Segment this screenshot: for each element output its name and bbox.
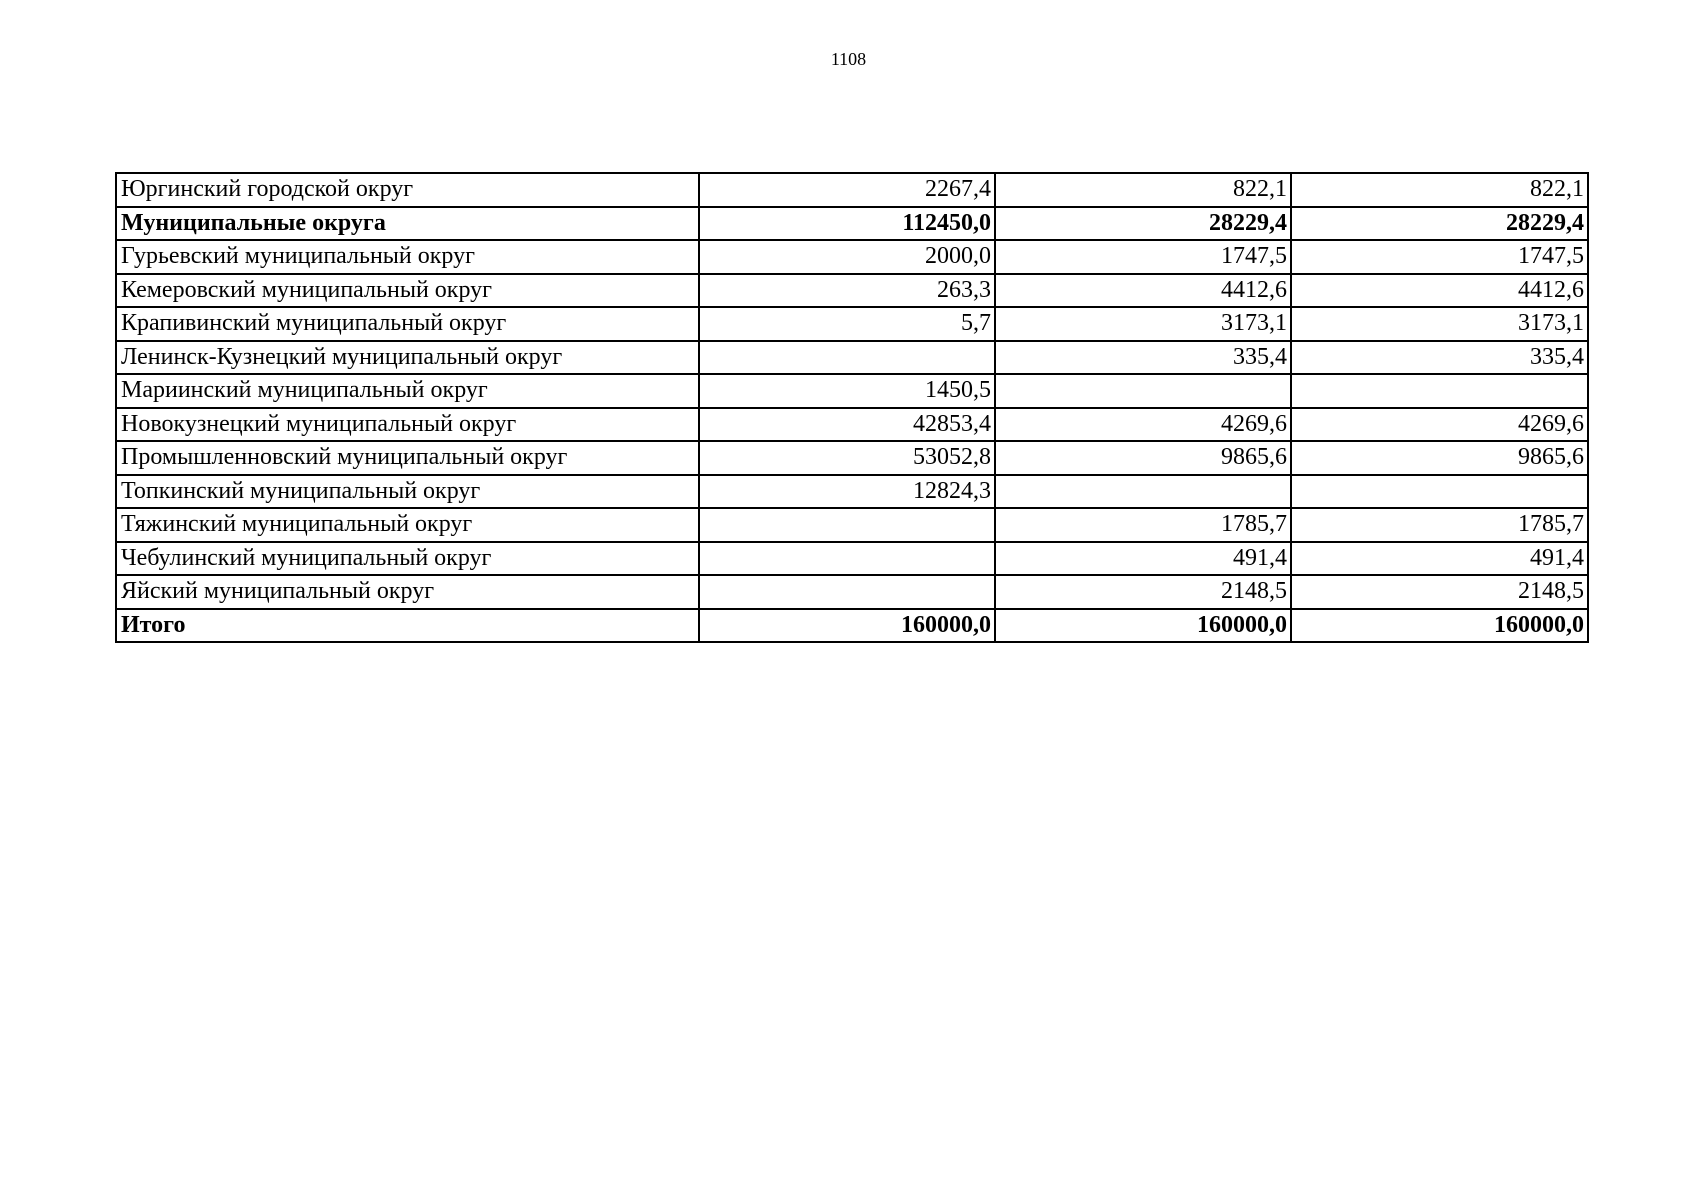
table-row	[116, 341, 1588, 375]
cell-value-col1	[699, 575, 995, 609]
cell-territory-name: Новокузнецкий муниципальный округ	[116, 408, 699, 442]
cell-value-col2	[995, 475, 1291, 509]
cell-territory-name: Яйский муниципальный округ	[116, 575, 699, 609]
table-body	[116, 173, 1588, 642]
cell-value-col2: 491,4	[995, 542, 1291, 576]
cell-value-col2: 9865,6	[995, 441, 1291, 475]
cell-value-col3: 4412,6	[1291, 274, 1588, 308]
cell-value-col1: 112450,0	[699, 207, 995, 241]
cell-value-col3: 335,4	[1291, 341, 1588, 375]
cell-value-col2: 822,1	[995, 173, 1291, 207]
cell-value-col2	[995, 374, 1291, 408]
cell-value-col3: 1747,5	[1291, 240, 1588, 274]
cell-value-col1: 263,3	[699, 274, 995, 308]
cell-value-col3: 9865,6	[1291, 441, 1588, 475]
cell-territory-name: Кемеровский муниципальный округ	[116, 274, 699, 308]
cell-value-col3: 4269,6	[1291, 408, 1588, 442]
cell-value-col3	[1291, 374, 1588, 408]
cell-value-col1: 160000,0	[699, 609, 995, 643]
cell-value-col3: 2148,5	[1291, 575, 1588, 609]
cell-value-col2: 160000,0	[995, 609, 1291, 643]
cell-territory-name: Ленинск-Кузнецкий муниципальный округ	[116, 341, 699, 375]
table-row	[116, 508, 1588, 542]
cell-territory-name: Тяжинский муниципальный округ	[116, 508, 699, 542]
cell-value-col3: 28229,4	[1291, 207, 1588, 241]
cell-value-col1: 2000,0	[699, 240, 995, 274]
cell-value-col2: 335,4	[995, 341, 1291, 375]
cell-value-col1: 5,7	[699, 307, 995, 341]
cell-territory-name: Юргинский городской округ	[116, 173, 699, 207]
cell-territory-name: Гурьевский муниципальный округ	[116, 240, 699, 274]
cell-value-col1: 12824,3	[699, 475, 995, 509]
budget-distribution-table	[115, 172, 1589, 643]
cell-value-col1	[699, 341, 995, 375]
cell-value-col3: 1785,7	[1291, 508, 1588, 542]
cell-value-col2: 4412,6	[995, 274, 1291, 308]
page-number: 1108	[830, 49, 867, 69]
table-row-subtotal	[116, 609, 1588, 643]
cell-value-col3: 491,4	[1291, 542, 1588, 576]
cell-value-col3: 160000,0	[1291, 609, 1588, 643]
table-row	[116, 374, 1588, 408]
cell-value-col3: 3173,1	[1291, 307, 1588, 341]
cell-value-col2: 4269,6	[995, 408, 1291, 442]
cell-value-col3: 822,1	[1291, 173, 1588, 207]
table-row	[116, 441, 1588, 475]
budget-table-container	[115, 172, 1589, 643]
table-row	[116, 240, 1588, 274]
cell-value-col1	[699, 508, 995, 542]
cell-value-col3	[1291, 475, 1588, 509]
cell-value-col1: 1450,5	[699, 374, 995, 408]
cell-territory-name: Муниципальные округа	[116, 207, 699, 241]
cell-territory-name: Чебулинский муниципальный округ	[116, 542, 699, 576]
cell-territory-name: Топкинский муниципальный округ	[116, 475, 699, 509]
cell-territory-name: Промышленновский муниципальный округ	[116, 441, 699, 475]
cell-value-col2: 28229,4	[995, 207, 1291, 241]
cell-territory-name: Итого	[116, 609, 699, 643]
table-row	[116, 307, 1588, 341]
cell-value-col2: 3173,1	[995, 307, 1291, 341]
table-row	[116, 408, 1588, 442]
cell-value-col2: 1747,5	[995, 240, 1291, 274]
table-row	[116, 542, 1588, 576]
cell-value-col1: 42853,4	[699, 408, 995, 442]
cell-value-col1: 2267,4	[699, 173, 995, 207]
table-row	[116, 173, 1588, 207]
cell-value-col1: 53052,8	[699, 441, 995, 475]
table-row	[116, 575, 1588, 609]
cell-territory-name: Крапивинский муниципальный округ	[116, 307, 699, 341]
cell-value-col2: 1785,7	[995, 508, 1291, 542]
table-row	[116, 274, 1588, 308]
cell-territory-name: Мариинский муниципальный округ	[116, 374, 699, 408]
table-row-subtotal	[116, 207, 1588, 241]
table-row	[116, 475, 1588, 509]
cell-value-col2: 2148,5	[995, 575, 1291, 609]
cell-value-col1	[699, 542, 995, 576]
